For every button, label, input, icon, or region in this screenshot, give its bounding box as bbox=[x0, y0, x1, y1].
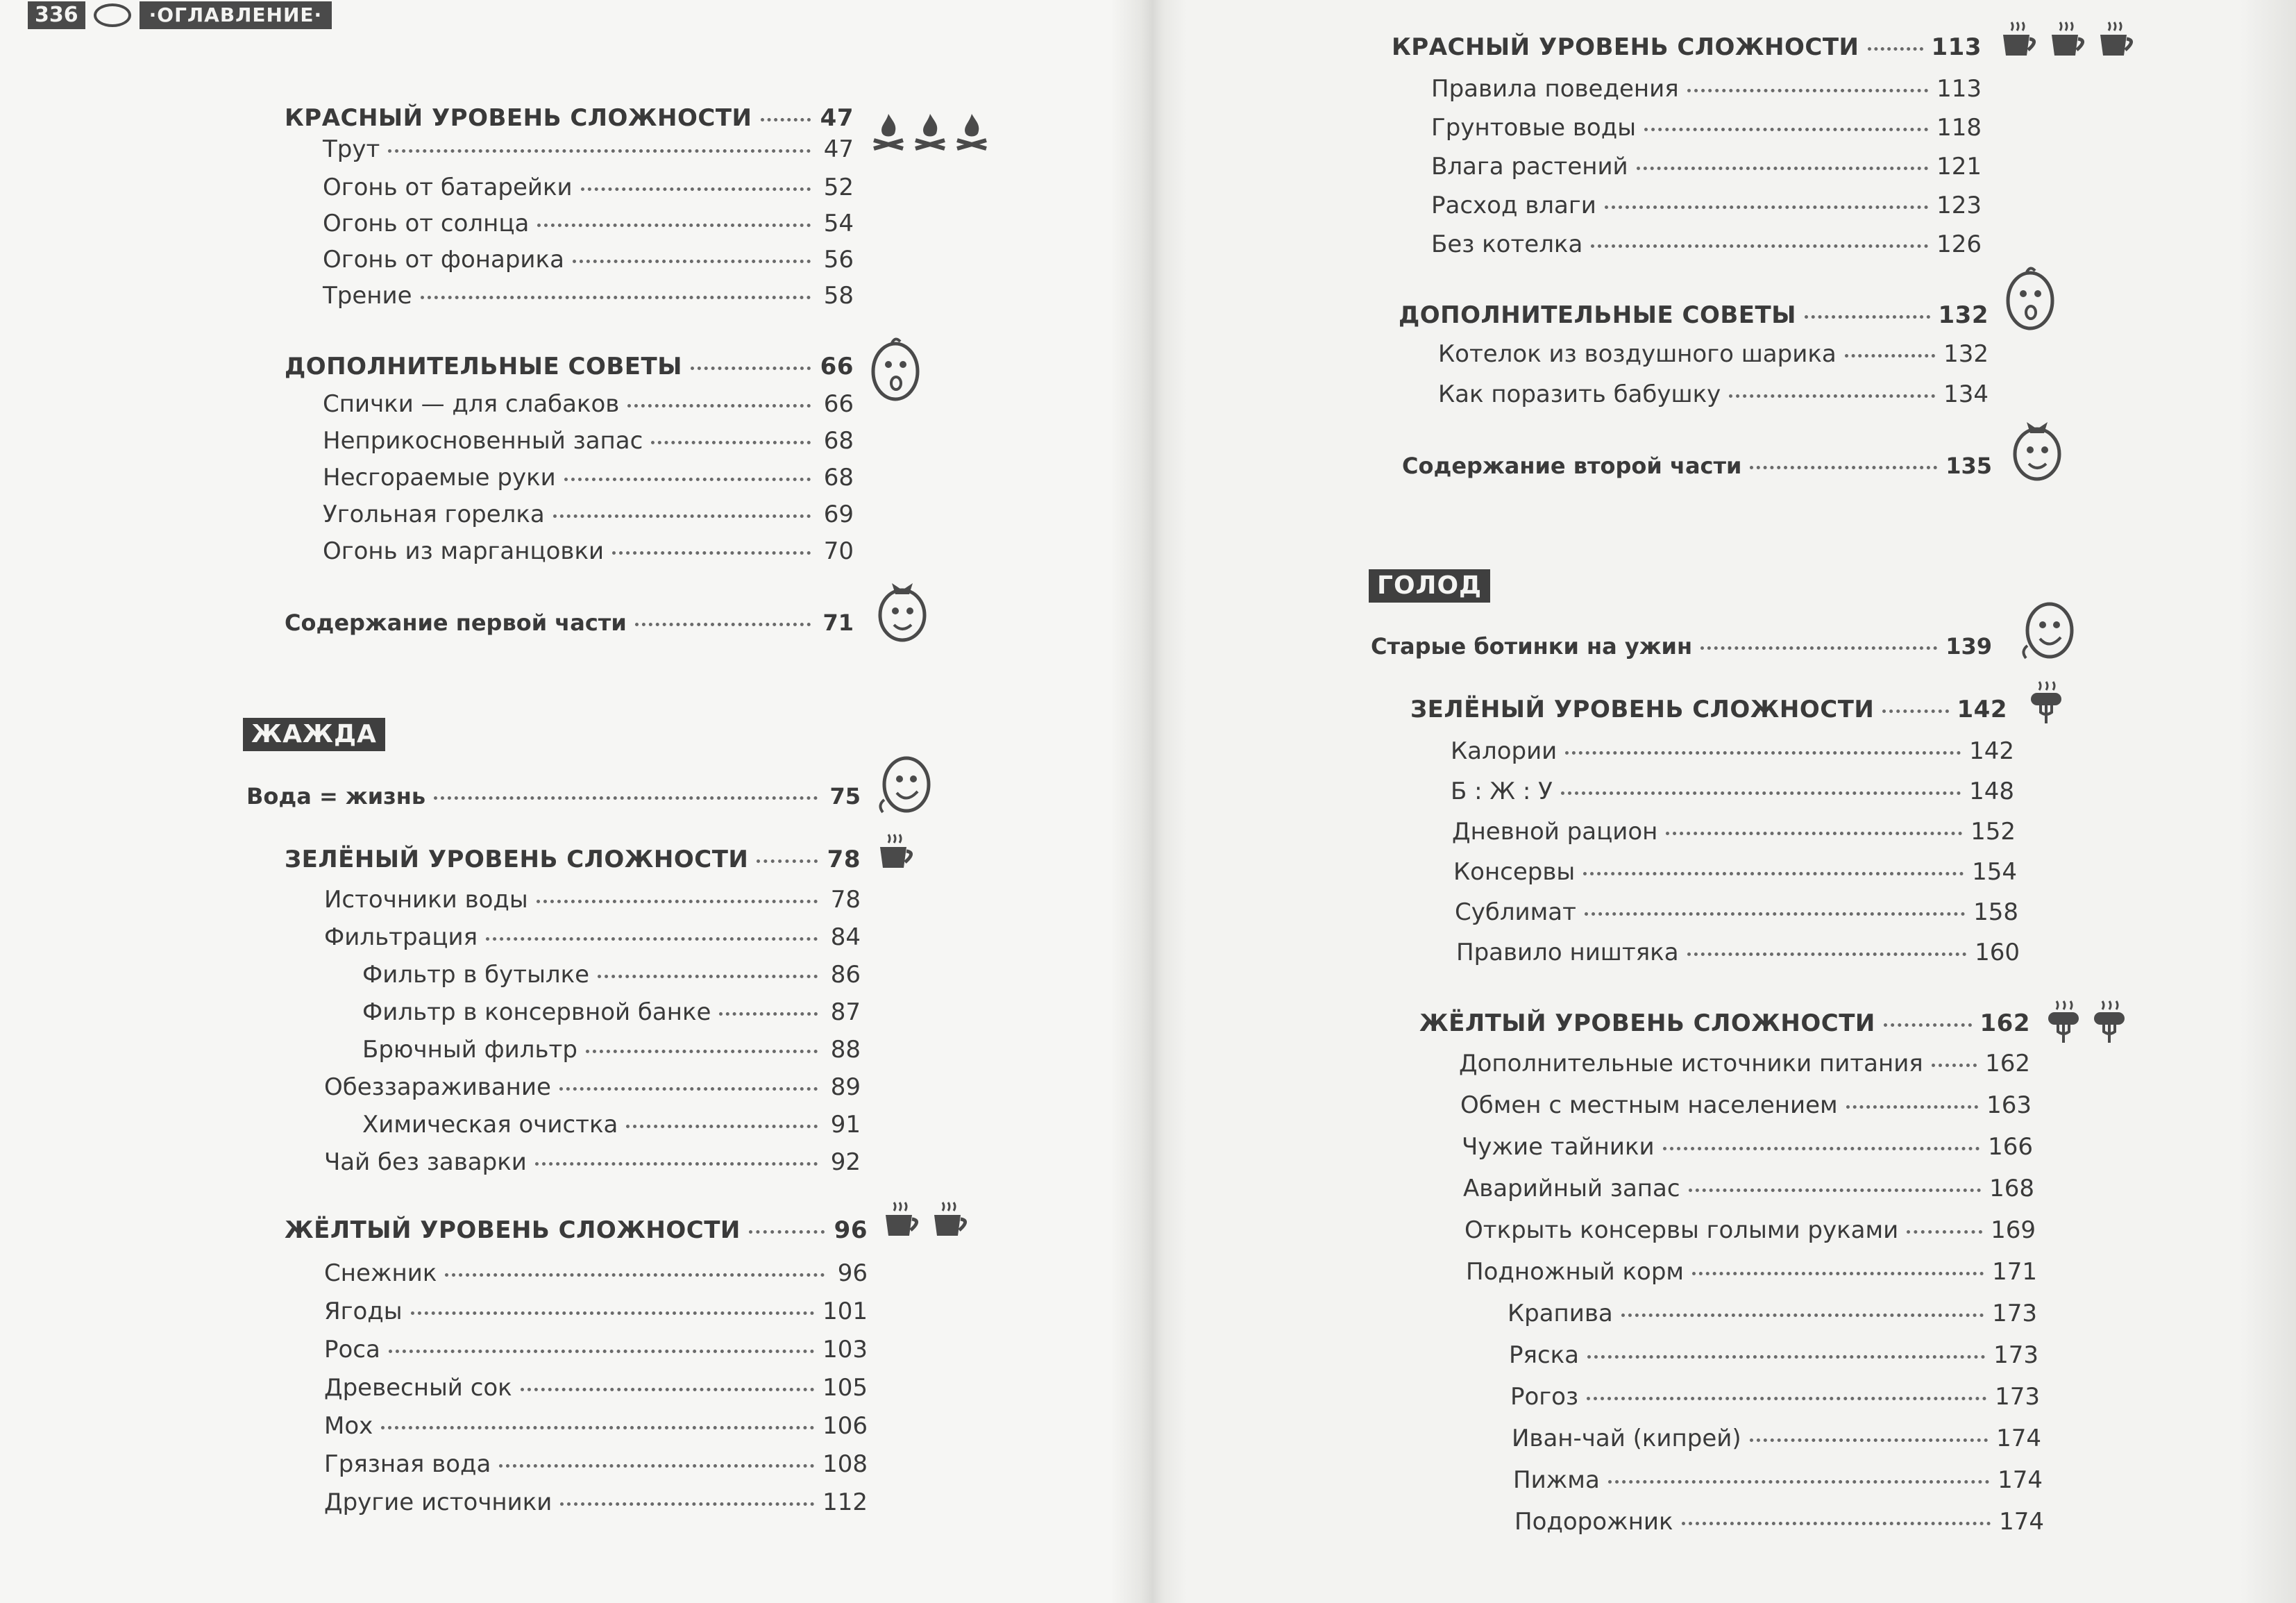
toc-item[interactable]: Трение 58 bbox=[323, 282, 854, 310]
toc-item[interactable]: Дополнительные источники питания 162 bbox=[1459, 1050, 2030, 1077]
toc-level-yellow-right[interactable]: ЖЁЛТЫЙ УРОВЕНЬ СЛОЖНОСТИ 162 bbox=[1419, 1009, 2030, 1037]
toc-item[interactable]: Как поразить бабушку 134 bbox=[1438, 380, 1989, 408]
sausage-fork-icon bbox=[2044, 998, 2083, 1044]
toc-item[interactable]: Грунтовые воды 118 bbox=[1431, 114, 1982, 142]
toc-item[interactable]: Несгораемые руки 68 bbox=[323, 464, 854, 492]
toc-item[interactable]: Источники воды 78 bbox=[324, 886, 861, 914]
toc-level-yellow[interactable]: ЖЁЛТЫЙ УРОВЕНЬ СЛОЖНОСТИ 96 bbox=[285, 1216, 868, 1244]
toc-item[interactable]: Мох 106 bbox=[324, 1412, 868, 1440]
toc-level-red-right[interactable]: КРАСНЫЙ УРОВЕНЬ СЛОЖНОСТИ 113 bbox=[1392, 33, 1982, 61]
toc-old-boots[interactable]: Старые ботинки на ужин 139 bbox=[1371, 633, 1992, 660]
teacup-icons bbox=[1999, 18, 2138, 61]
teacup-icon bbox=[2048, 18, 2089, 61]
toc-part-two[interactable]: Содержание второй части 135 bbox=[1402, 453, 1992, 479]
toc-item[interactable]: Б : Ж : У 148 bbox=[1451, 778, 2014, 805]
face-surprised-icon bbox=[864, 333, 927, 403]
toc-item[interactable]: Снежник 96 bbox=[324, 1259, 868, 1287]
teacup-icon bbox=[1999, 18, 2041, 61]
toc-item[interactable]: Подорожник 174 bbox=[1514, 1508, 2044, 1536]
face-smile-icon bbox=[873, 748, 936, 818]
face-smile-icon bbox=[2016, 594, 2079, 664]
page-edge-shadow bbox=[2240, 0, 2296, 1603]
toc-item[interactable]: Спички — для слабаков 66 bbox=[323, 390, 854, 418]
toc-item[interactable]: Роса 103 bbox=[324, 1336, 868, 1363]
page-number: 336 bbox=[28, 1, 85, 29]
toc-item[interactable]: Фильтр в консервной банке 87 bbox=[362, 998, 861, 1026]
toc-item[interactable]: Огонь от батарейки 52 bbox=[323, 174, 854, 201]
sausage-fork-icon bbox=[2027, 679, 2066, 725]
toc-item[interactable]: Пижма 174 bbox=[1513, 1466, 2043, 1494]
toc-item[interactable]: Неприкосновенный запас 68 bbox=[323, 427, 854, 455]
toc-item[interactable]: Угольная горелка 69 bbox=[323, 501, 854, 528]
toc-item[interactable]: Рогоз 173 bbox=[1510, 1383, 2040, 1411]
teacup-icon bbox=[881, 1200, 923, 1240]
toc-item[interactable]: Чужие тайники 166 bbox=[1462, 1133, 2033, 1161]
campfire-icon bbox=[954, 111, 989, 151]
toc-level-green-right[interactable]: ЗЕЛЁНЫЙ УРОВЕНЬ СЛОЖНОСТИ 142 bbox=[1410, 696, 2007, 723]
toc-level-extra-tips-right[interactable]: ДОПОЛНИТЕЛЬНЫЕ СОВЕТЫ 132 bbox=[1399, 301, 1989, 329]
running-title: ·ОГЛАВЛЕНИЕ· bbox=[140, 1, 332, 29]
toc-item[interactable]: Другие источники 112 bbox=[324, 1488, 868, 1516]
face-icon bbox=[94, 3, 131, 27]
toc-item[interactable]: Влага растений 121 bbox=[1431, 153, 1982, 181]
face-surprised-icon bbox=[1999, 262, 2061, 332]
toc-item[interactable]: Открыть консервы голыми руками 169 bbox=[1464, 1216, 2036, 1244]
toc-item[interactable]: Консервы 154 bbox=[1453, 858, 2017, 886]
toc-item[interactable]: Ряска 173 bbox=[1509, 1341, 2038, 1369]
toc-water-life[interactable]: Вода = жизнь 75 bbox=[246, 783, 861, 809]
toc-item[interactable]: Сублимат 158 bbox=[1455, 898, 2018, 926]
teacup-icon bbox=[930, 1200, 972, 1240]
face-girl-icon bbox=[2006, 414, 2068, 483]
face-girl-icon bbox=[871, 575, 934, 644]
toc-item[interactable]: Крапива 173 bbox=[1508, 1300, 2037, 1327]
toc-item[interactable]: Расход влаги 123 bbox=[1431, 192, 1982, 219]
chapter-label-thirst: ЖАЖДА bbox=[243, 718, 385, 751]
running-head bbox=[28, 0, 332, 31]
toc-item[interactable]: Дневной рацион 152 bbox=[1452, 818, 2016, 846]
fire-icons bbox=[871, 111, 989, 151]
toc-item[interactable]: Фильтрация 84 bbox=[324, 923, 861, 951]
toc-level-red[interactable]: КРАСНЫЙ УРОВЕНЬ СЛОЖНОСТИ 47 bbox=[285, 104, 854, 132]
sausage-fork-icon bbox=[2090, 998, 2129, 1044]
toc-item[interactable]: Огонь из марганцовки 70 bbox=[323, 537, 854, 565]
toc-level-extra-tips[interactable]: ДОПОЛНИТЕЛЬНЫЕ СОВЕТЫ 66 bbox=[285, 353, 854, 380]
toc-item[interactable]: Без котелка 126 bbox=[1431, 230, 1982, 258]
toc-part-one[interactable]: Содержание первой части 71 bbox=[285, 610, 854, 636]
toc-item[interactable]: Подножный корм 171 bbox=[1466, 1258, 2037, 1286]
toc-item[interactable]: Аварийный запас 168 bbox=[1463, 1175, 2034, 1202]
teacup-icon bbox=[2096, 18, 2138, 61]
book-gutter bbox=[1111, 0, 1187, 1603]
campfire-icon bbox=[913, 111, 947, 151]
sausage-fork-icons bbox=[2044, 998, 2129, 1044]
toc-item[interactable]: Ягоды 101 bbox=[324, 1298, 868, 1325]
campfire-icon bbox=[871, 111, 906, 151]
toc-item[interactable]: Огонь от фонарика 56 bbox=[323, 246, 854, 274]
toc-item[interactable]: Древесный сок 105 bbox=[324, 1374, 868, 1402]
toc-item[interactable]: Правила поведения 113 bbox=[1431, 75, 1982, 103]
chapter-label-hunger: ГОЛОД bbox=[1369, 569, 1490, 603]
toc-item[interactable]: Обеззараживание 89 bbox=[324, 1073, 861, 1101]
toc-level-green[interactable]: ЗЕЛЁНЫЙ УРОВЕНЬ СЛОЖНОСТИ 78 bbox=[285, 846, 861, 873]
toc-item[interactable]: Иван-чай (кипрей) 174 bbox=[1512, 1425, 2041, 1452]
toc-item[interactable]: Калории 142 bbox=[1451, 737, 2014, 765]
toc-item[interactable]: Трут 47 bbox=[323, 135, 854, 163]
teacup-icon bbox=[876, 832, 918, 872]
toc-item[interactable]: Правило ништяка 160 bbox=[1456, 939, 2020, 966]
toc-item[interactable]: Грязная вода 108 bbox=[324, 1450, 868, 1478]
teacup-icons bbox=[881, 1200, 972, 1240]
toc-item[interactable]: Химическая очистка 91 bbox=[362, 1111, 861, 1139]
toc-item[interactable]: Обмен с местным населением 163 bbox=[1460, 1091, 2032, 1119]
toc-item[interactable]: Котелок из воздушного шарика 132 bbox=[1438, 340, 1989, 368]
toc-item[interactable]: Огонь от солнца 54 bbox=[323, 210, 854, 237]
toc-item[interactable]: Фильтр в бутылке 86 bbox=[362, 961, 861, 989]
toc-item[interactable]: Брючный фильтр 88 bbox=[362, 1036, 861, 1064]
toc-item[interactable]: Чай без заварки 92 bbox=[324, 1148, 861, 1176]
